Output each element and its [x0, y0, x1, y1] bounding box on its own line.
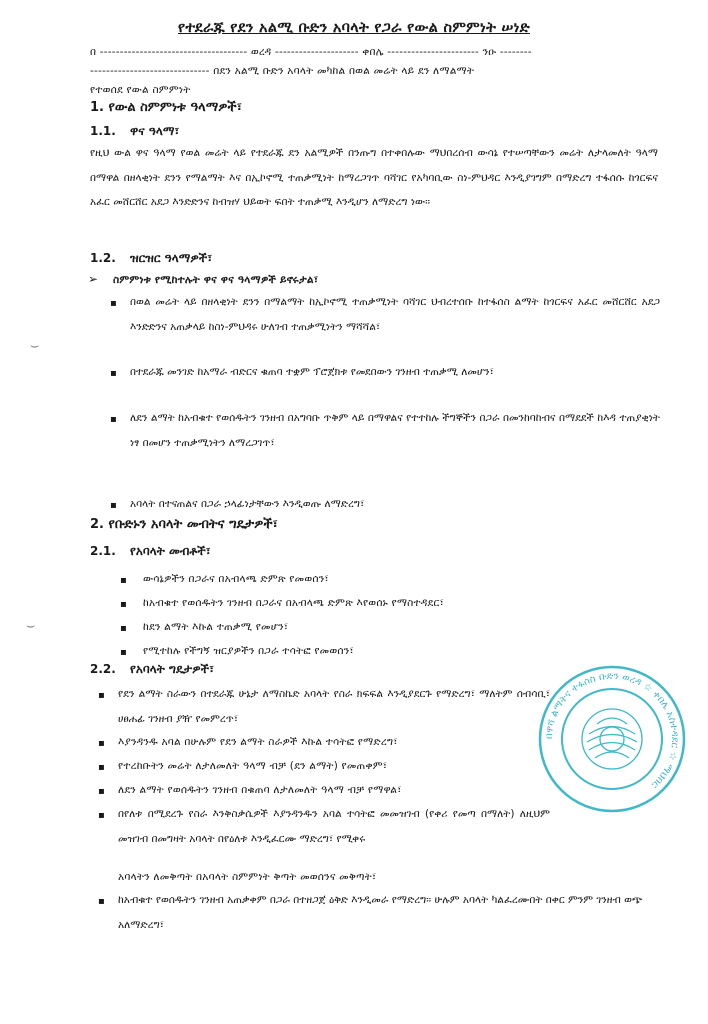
bullet-icon: ▪: [98, 762, 105, 773]
section-1-1-paragraph: የዚህ ውል ዋና ዓላማ የወል መሬት ላይ የተደራጁ ደን አልሚዎች በንጡግ በተቀበሉው ማህበረሰብ ውሳኔ የተሠጣቸውን መሬት ለታላመለት ዓላማ በማዋል በዘላቂነት ደንን የማልማት እና በኢኮኖሚ ተጠቃሚነት ከማረጋገጥ ባሻገር የአካባቢው ስነ-ምህዳር እንዲያገግም በማድረግ ተፋሰሱ ከጎርፍና አፈር መሸርሸር አደጋ እንድድንና ከብዝሃ ህይወት ፍበት ተጠቃሚ እንዲሆን ለማድረግ ነው፡፡: [90, 147, 658, 208]
bullet-icon: ▪: [98, 690, 105, 701]
list-item: የደን ልማት ስራውን በተደራጁ ሁኔታ ለማስኬድ አባላት የስራ ክፍፍል እንዲያደርጉ የማድረግ፣ ማለትም ሰብሳቢ፣ ሀፀሐፊ ገንዘብ ያዥ የመምረጥ፣: [118, 688, 550, 725]
section-2-heading: 2. የቡድኑን አባላት መብትና ግዴታዎች፣: [90, 517, 278, 532]
list-item: የሚተከሉ የችግኝ ዝርያዎችን በጋራ ተሳትፎ የመወሰን፣: [143, 645, 354, 657]
list-item: የተረከቡትን መሬት ለታለመለት ዓላማ ብቻ (ደን ልማት) የመጠቀም፣: [118, 760, 388, 772]
form-blank-5: ------------------------------: [90, 65, 210, 77]
section-1-1-heading: ዋና ዓላማ፣: [130, 124, 180, 138]
section-2-2-note: አባላትን ለመቅጣት በአባላት ስምምነት ቅጣት መወሰንና መቅጣት፣: [118, 871, 377, 883]
form-line-2-text: በደን አልሚ ቡድን አባላት መካከል በወል መሬት ላይ ደን ለማልማት: [213, 65, 475, 77]
bullet-icon: ▪: [120, 647, 127, 658]
form-line-1: [90, 46, 532, 59]
bullet-icon: ▪: [120, 623, 127, 634]
list-item: እያንዳንዱ አባል በሁሉም የደን ልማት ስራዎች እኩል ተሳትፎ የማድረግ፣: [118, 736, 398, 748]
list-item: ከአብቁተ የወሰዱትን ገንዘብ በጋራና በአብላጫ ድምጽ እየወሰኑ የማስተዳደር፣: [143, 597, 444, 609]
bullet-icon: ▪: [98, 810, 105, 821]
list-item: ከደን ልማት እኩል ተጠቃሚ የመሆን፣: [143, 621, 289, 633]
scan-mark-icon: ⌣: [30, 338, 40, 354]
form-blank-3: -----------------------: [387, 46, 480, 58]
bullet-icon: ▪: [110, 500, 117, 511]
list-item: በየለቱ በሚደረጉ የስራ እንቅስቃሴዎች እያንዳንዱን አባል ተሳትፎ መመዝገብ (የቀሪ የመጣ በማለት) ለዚህም መዝገብ በመግዛት አባላት በየዕለቱ እንዲፈርሙ ማድረግ፣ የሚቀሩ: [118, 808, 550, 845]
section-1-2-number: 1.2.: [90, 251, 116, 265]
bullet-icon: ▪: [98, 786, 105, 797]
section-1-1-number: 1.1.: [90, 124, 116, 138]
woreda-label: ወረዳ: [250, 46, 272, 58]
form-line-3: የተወሰደ የውል ስምምነት: [90, 84, 191, 96]
stamp-inner-ring: [562, 689, 662, 789]
section-2-2-number: 2.2.: [90, 662, 116, 676]
arrow-bullet-icon: ➢: [88, 272, 99, 286]
bullet-icon: ▪: [98, 896, 105, 907]
list-item: ለደን ልማት ከአብቁተ የወሰዱትን ገንዘብ በአግባቡ ጥቅም ላይ በማዋልና የተተከሉ ችግኞችን በጋራ በመንከባከብና በማደደች ከእዳ ተጠያቂነት ነፃ በመሆን ተጠቃሚነትን ለማረጋገጥ፣: [130, 412, 660, 449]
bullet-icon: ▪: [110, 414, 117, 425]
list-item: ከአብቁተ የወሰዱትን ገንዘብ አጠቃቀም በጋራ በተዘጋጀ ዕቅድ እንዲመራ የማድረግ፡፡ ሁሉም አባላት ካልፈረሙበት በቀር ምንም ገንዘብ ወጭ አለማድረግ፣: [118, 894, 643, 931]
official-stamp: [537, 664, 687, 814]
list-item: ውሳኔዎችን በጋራና በአብላጫ ድምጽ የመወሰን፣: [143, 573, 329, 585]
section-2-1-heading: የአባላት መብቶች፣: [130, 544, 211, 558]
section-2-2-heading: የአባላት ግዴታዎች፣: [130, 662, 215, 676]
sub-kebele-label: ንዑ: [482, 46, 497, 58]
kebele-label: ቀበሌ: [362, 46, 384, 58]
form-blank-2: ---------------------: [274, 46, 359, 58]
bullet-icon: ▪: [98, 738, 105, 749]
bullet-icon: ▪: [120, 599, 127, 610]
form-line-2: [90, 65, 474, 78]
form-blank-4: --------: [499, 46, 532, 58]
form-blank-1: -------------------------------------: [99, 46, 248, 58]
list-item: በተደራጁ መንገድ ከአማራ ብድርና ቁጠባ ተቋም ፕሮጀክቱ የመደበውን ገንዘብ ተጠቃሚ ለመሆን፣: [130, 366, 494, 378]
list-item: አባላት በተናጠልና በጋራ ኃላፊነታቸውን እንዲወጡ ለማድረግ፣: [130, 498, 365, 510]
bullet-icon: ▪: [110, 368, 117, 379]
list-item: በወል መሬት ላይ በዘላቂነት ደንን በማልማት ከኢኮኖሚ ተጠቃሚነት ባሻገር ህብረተሰቡ ከተፋሰስ ልማት ከጎርፍና አፈር መሸርሸር አደጋ እንድድንና አጠቃላይ ከስነ-ምህዳሩ ሁለገብ ተጠቃሚነትን ማሻሻል፣: [130, 296, 660, 333]
stamp-ring-text: በዋሻ ልማትና ተፋሰስ ቡድን ወረዳ ☆ ቀበሌ አስተዳደር ☆ ማህበር: [543, 670, 681, 791]
form-prefix: በ: [90, 46, 97, 58]
bullet-icon: ▪: [110, 298, 117, 309]
section-1-2-heading: ዝርዝር ዓላማዎች፣: [130, 251, 213, 265]
section-2-1-number: 2.1.: [90, 544, 116, 558]
bullet-icon: ▪: [120, 575, 127, 586]
document-title: የተደራጁ የደን አልሚ ቡድን አባላት የጋራ የውል ስምምነት ሠነድ: [178, 20, 530, 36]
section-1-2-intro: ስምምነቱ የሚከተሉት ዋና ዋና ዓላማዎች ይኖሩታል፣: [113, 274, 319, 286]
section-1-heading: 1. የውል ስምምነቱ ዓላማዎች፣: [90, 100, 242, 115]
stamp-emblem-icon: [582, 709, 642, 769]
list-item: ለደን ልማት የወሰዱትን ገንዘብ በቁጠባ ለታለመለት ዓላማ ብቻ የማዋል፣: [118, 784, 402, 796]
scan-mark-icon: ⌣: [26, 618, 36, 634]
